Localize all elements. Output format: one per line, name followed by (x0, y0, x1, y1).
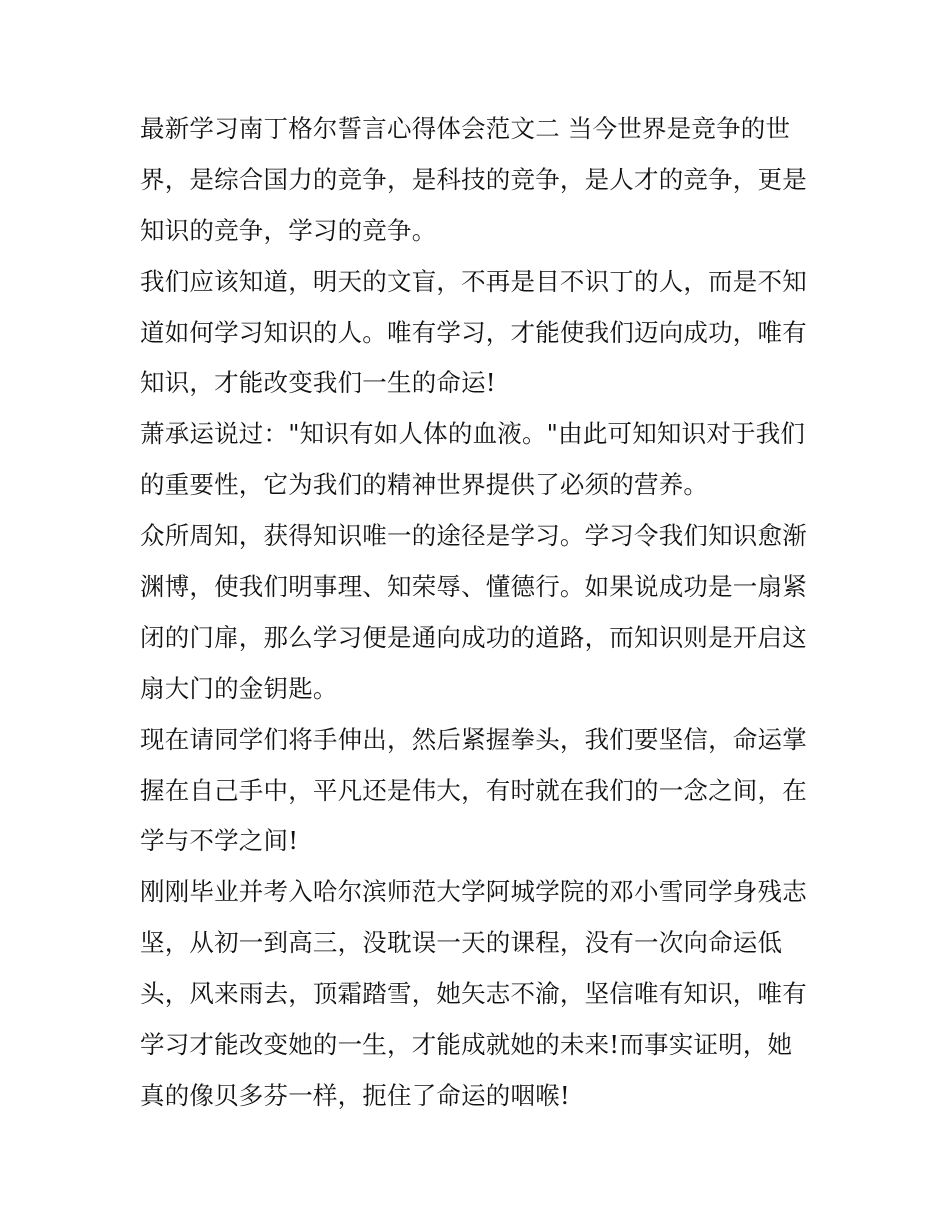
text-line: 学与不学之间! (140, 826, 299, 856)
text-line: 道如何学习知识的人。唯有学习，才能使我们迈向成功，唯有 (140, 317, 807, 347)
text-line: 知识的竞争，学习的竞争。 (140, 215, 437, 245)
document-body (140, 104, 815, 1122)
text-line: 真的像贝多芬一样，扼住了命运的咽喉! (140, 1080, 570, 1110)
text-line: 坚，从初一到高三，没耽误一天的课程，没有一次向命运低 (140, 928, 783, 958)
text-line: 的重要性，它为我们的精神世界提供了必须的营养。 (140, 470, 709, 500)
text-line: 知识，才能改变我们一生的命运! (140, 368, 496, 398)
text-line: 扇大门的金钥匙。 (140, 673, 338, 703)
text-line: 闭的门扉，那么学习便是通向成功的道路，而知识则是开启这 (140, 622, 807, 652)
text-line: 握在自己手中，平凡还是伟大，有时就在我们的一念之间，在 (140, 775, 807, 805)
text-line: 众所周知，获得知识唯一的途径是学习。学习令我们知识愈渐 (140, 521, 807, 551)
text-line: 渊博，使我们明事理、知荣辱、懂德行。如果说成功是一扇紧 (140, 572, 807, 602)
text-line: 我们应该知道，明天的文盲，不再是目不识丁的人，而是不知 (140, 266, 807, 296)
text-line: 萧承运说过："知识有如人体的血液。"由此可知知识对于我们 (140, 419, 806, 449)
text-line: 刚刚毕业并考入哈尔滨师范大学阿城学院的邓小雪同学身残志 (140, 877, 807, 907)
text-line: 最新学习南丁格尔誓言心得体会范文二 当今世界是竞争的世 (140, 114, 791, 143)
text-line: 界，是综合国力的竞争，是科技的竞争，是人才的竞争，更是 (140, 164, 807, 194)
text-line: 现在请同学们将手伸出，然后紧握拳头，我们要坚信，命运掌 (140, 724, 807, 754)
text-line: 头，风来雨去，顶霜踏雪，她矢志不渝，坚信唯有知识，唯有 (140, 979, 807, 1009)
text-line: 学习才能改变她的一生，才能成就她的未来!而事实证明，她 (140, 1030, 793, 1060)
